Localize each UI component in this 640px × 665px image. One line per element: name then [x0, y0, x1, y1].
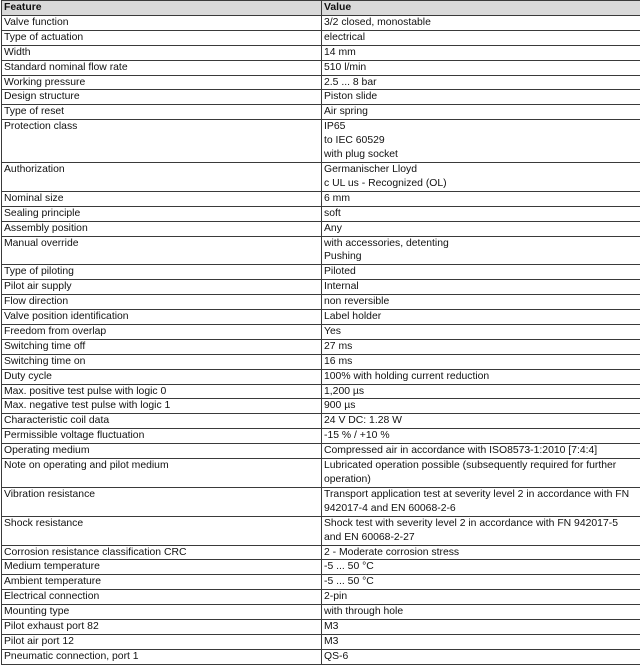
table-row [2, 384, 640, 399]
feature-cell: Type of actuation [2, 30, 322, 45]
feature-cell: Type of piloting [2, 265, 322, 280]
table-row [2, 444, 640, 459]
feature-cell: Width [2, 45, 322, 60]
feature-cell: Medium temperature [2, 560, 322, 575]
value-line: Lubricated operation possible (subsequently required for further [324, 459, 638, 473]
feature-cell: Corrosion resistance classification CRC [2, 545, 322, 560]
value-cell [322, 590, 640, 605]
table-row [2, 221, 640, 236]
value-line: Pushing [324, 250, 638, 264]
value-line: 510 l/min [324, 61, 638, 75]
feature-cell: Valve function [2, 15, 322, 30]
value-cell [322, 15, 640, 30]
value-cell [322, 560, 640, 575]
feature-cell: Manual override [2, 236, 322, 265]
feature-cell: Pilot exhaust port 82 [2, 620, 322, 635]
feature-cell: Characteristic coil data [2, 414, 322, 429]
value-cell [322, 575, 640, 590]
value-line: 6 mm [324, 192, 638, 206]
value-cell [322, 280, 640, 295]
value-cell [322, 120, 640, 163]
feature-cell: Assembly position [2, 221, 322, 236]
feature-cell: Valve position identification [2, 310, 322, 325]
value-line: 942017-4 and EN 60068-2-6 [324, 502, 638, 516]
value-line: -15 % / +10 % [324, 429, 638, 443]
table-row [2, 30, 640, 45]
table-row [2, 354, 640, 369]
value-line: 16 ms [324, 355, 638, 369]
feature-cell: Ambient temperature [2, 575, 322, 590]
value-line: QS-6 [324, 650, 638, 664]
value-cell [322, 90, 640, 105]
value-cell [322, 162, 640, 191]
value-line: Piloted [324, 265, 638, 279]
value-cell [322, 605, 640, 620]
value-line: Transport application test at severity level 2 in accordance with FN [324, 488, 638, 502]
feature-cell: Switching time on [2, 354, 322, 369]
value-cell [322, 339, 640, 354]
value-cell [322, 384, 640, 399]
feature-cell: Operating medium [2, 444, 322, 459]
feature-cell: Mounting type [2, 605, 322, 620]
feature-cell: Electrical connection [2, 590, 322, 605]
table-row [2, 15, 640, 30]
feature-cell: Standard nominal flow rate [2, 60, 322, 75]
value-line: soft [324, 207, 638, 221]
value-cell [322, 295, 640, 310]
feature-cell: Working pressure [2, 75, 322, 90]
feature-cell: Protection class [2, 120, 322, 163]
value-line: c UL us - Recognized (OL) [324, 177, 638, 191]
feature-cell: Type of reset [2, 105, 322, 120]
value-line: Compressed air in accordance with ISO8573-1:2010 [7:4:4] [324, 444, 638, 458]
value-line: 100% with holding current reduction [324, 370, 638, 384]
value-line: 900 µs [324, 399, 638, 413]
spec-table [1, 0, 640, 665]
value-cell [322, 634, 640, 649]
value-line: to IEC 60529 [324, 134, 638, 148]
value-cell [322, 444, 640, 459]
value-line: with plug socket [324, 148, 638, 162]
value-cell [322, 354, 640, 369]
feature-cell: Nominal size [2, 191, 322, 206]
table-row [2, 575, 640, 590]
value-cell [322, 105, 640, 120]
value-cell [322, 60, 640, 75]
table-row [2, 162, 640, 191]
feature-cell: Max. positive test pulse with logic 0 [2, 384, 322, 399]
value-line: Internal [324, 280, 638, 294]
value-cell [322, 429, 640, 444]
value-cell [322, 310, 640, 325]
value-line: 3/2 closed, monostable [324, 16, 638, 30]
table-row [2, 280, 640, 295]
value-line: 2.5 ... 8 bar [324, 76, 638, 90]
feature-cell: Vibration resistance [2, 487, 322, 516]
table-row [2, 310, 640, 325]
table-row [2, 324, 640, 339]
table-row [2, 459, 640, 488]
table-row [2, 236, 640, 265]
value-cell [322, 459, 640, 488]
column-header-value: Value [322, 1, 640, 16]
value-line: with accessories, detenting [324, 237, 638, 251]
value-cell [322, 45, 640, 60]
table-row [2, 339, 640, 354]
table-body [2, 15, 640, 664]
value-line: -5 ... 50 °C [324, 560, 638, 574]
feature-cell: Shock resistance [2, 516, 322, 545]
value-cell [322, 75, 640, 90]
value-cell [322, 30, 640, 45]
value-line: IP65 [324, 120, 638, 134]
value-cell [322, 399, 640, 414]
feature-cell: Duty cycle [2, 369, 322, 384]
table-row [2, 295, 640, 310]
value-line: Yes [324, 325, 638, 339]
feature-cell: Switching time off [2, 339, 322, 354]
value-line: 1,200 µs [324, 385, 638, 399]
table-row [2, 649, 640, 664]
feature-cell: Note on operating and pilot medium [2, 459, 322, 488]
table-row [2, 560, 640, 575]
table-row [2, 605, 640, 620]
table-row [2, 487, 640, 516]
table-row [2, 590, 640, 605]
feature-cell: Max. negative test pulse with logic 1 [2, 399, 322, 414]
feature-cell: Permissible voltage fluctuation [2, 429, 322, 444]
value-line: 14 mm [324, 46, 638, 60]
value-line: Germanischer Lloyd [324, 163, 638, 177]
table-row [2, 545, 640, 560]
table-row [2, 120, 640, 163]
column-header-feature: Feature [2, 1, 322, 16]
table-row [2, 265, 640, 280]
table-row [2, 399, 640, 414]
table-row [2, 369, 640, 384]
value-cell [322, 414, 640, 429]
table-row [2, 191, 640, 206]
value-line: M3 [324, 620, 638, 634]
value-line: 24 V DC: 1.28 W [324, 414, 638, 428]
table-row [2, 206, 640, 221]
value-line: 2 - Moderate corrosion stress [324, 546, 638, 560]
value-line: and EN 60068-2-27 [324, 531, 638, 545]
value-line: electrical [324, 31, 638, 45]
value-cell [322, 324, 640, 339]
feature-cell: Sealing principle [2, 206, 322, 221]
feature-cell: Design structure [2, 90, 322, 105]
value-line: Piston slide [324, 90, 638, 104]
value-cell [322, 265, 640, 280]
table-row [2, 90, 640, 105]
feature-cell: Flow direction [2, 295, 322, 310]
value-line: 2-pin [324, 590, 638, 604]
feature-cell: Pilot air port 12 [2, 634, 322, 649]
table-row [2, 429, 640, 444]
table-row [2, 75, 640, 90]
table-row [2, 60, 640, 75]
table-row [2, 634, 640, 649]
value-line: 27 ms [324, 340, 638, 354]
value-line: Label holder [324, 310, 638, 324]
value-cell [322, 516, 640, 545]
value-line: with through hole [324, 605, 638, 619]
value-line: Any [324, 222, 638, 236]
value-line: Air spring [324, 105, 638, 119]
value-cell [322, 369, 640, 384]
value-cell [322, 236, 640, 265]
value-cell [322, 620, 640, 635]
table-row [2, 516, 640, 545]
value-cell [322, 649, 640, 664]
table-row [2, 105, 640, 120]
table-row [2, 45, 640, 60]
feature-cell: Pneumatic connection, port 1 [2, 649, 322, 664]
table-row [2, 620, 640, 635]
value-cell [322, 545, 640, 560]
value-line: -5 ... 50 °C [324, 575, 638, 589]
value-cell [322, 206, 640, 221]
value-line: Shock test with severity level 2 in accordance with FN 942017-5 [324, 517, 638, 531]
value-line: operation) [324, 473, 638, 487]
value-cell [322, 487, 640, 516]
feature-cell: Authorization [2, 162, 322, 191]
feature-cell: Freedom from overlap [2, 324, 322, 339]
table-header-row [2, 1, 640, 16]
value-line: non reversible [324, 295, 638, 309]
value-cell [322, 191, 640, 206]
feature-cell: Pilot air supply [2, 280, 322, 295]
value-cell [322, 221, 640, 236]
table-row [2, 414, 640, 429]
value-line: M3 [324, 635, 638, 649]
